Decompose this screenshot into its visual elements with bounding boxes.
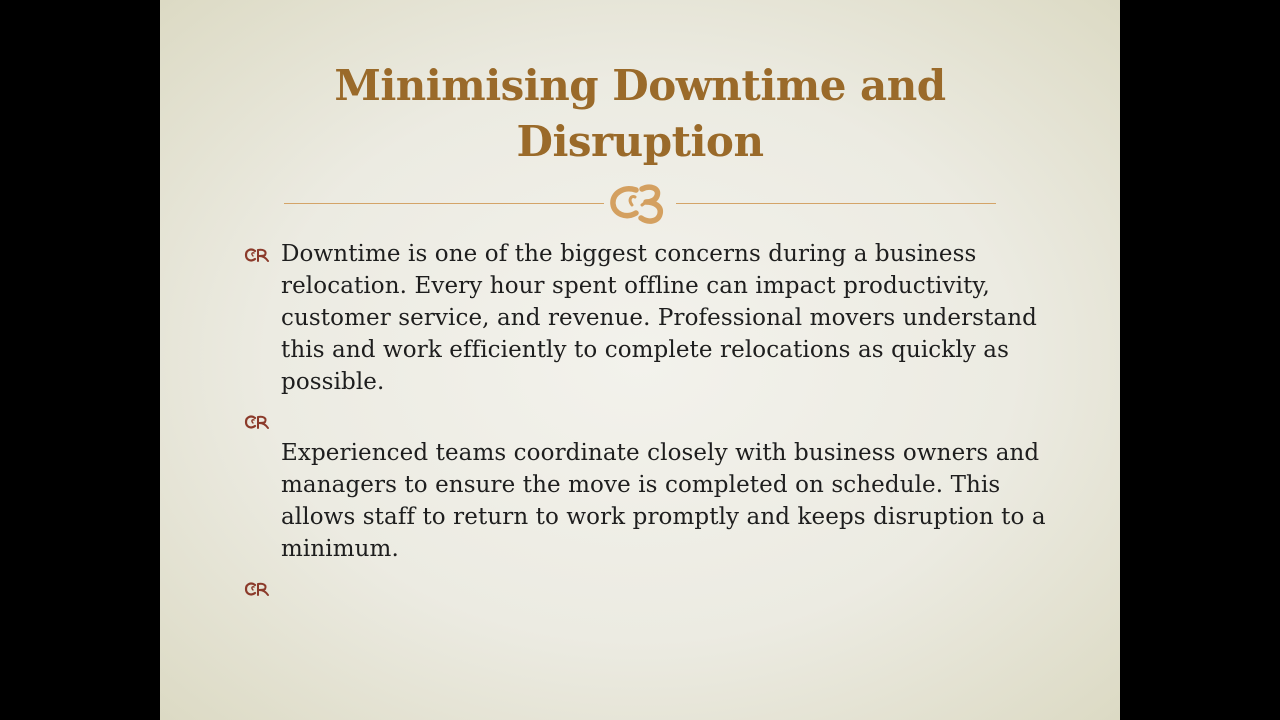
bullet-list (244, 238, 1064, 611)
curl-bullet-icon (244, 414, 271, 430)
divider-line-right (676, 203, 996, 204)
bullet-text (281, 572, 1064, 604)
curl-bullet-icon (244, 581, 271, 597)
slide-title (220, 58, 1060, 170)
curl-bullet-icon (244, 247, 271, 263)
bullet-text: Experienced teams coordinate closely with business owners and managers to ensure the move is completed on schedule. This allows staff to return to work promptly and keeps disruption to a minimum. (281, 440, 1046, 562)
presentation-slide (160, 0, 1120, 720)
flourish-ornament-icon (606, 180, 674, 226)
slide-title-line-2: Disruption (516, 117, 764, 166)
bullet-text: Downtime is one of the biggest concerns during a business relocation. Every hour spent offline can impact productivity, customer service, and revenue. Professional movers understand this and work efficiently to complete relocations as quickly as possible. (281, 241, 1037, 395)
slide-title-line-1: Minimising Downtime and (334, 61, 946, 110)
bullet-item (244, 572, 1064, 604)
bullet-item (244, 238, 1064, 398)
bullet-item (244, 405, 1064, 565)
bullet-blank-line (281, 405, 1064, 437)
title-divider (284, 180, 996, 226)
divider-line-left (284, 203, 604, 204)
